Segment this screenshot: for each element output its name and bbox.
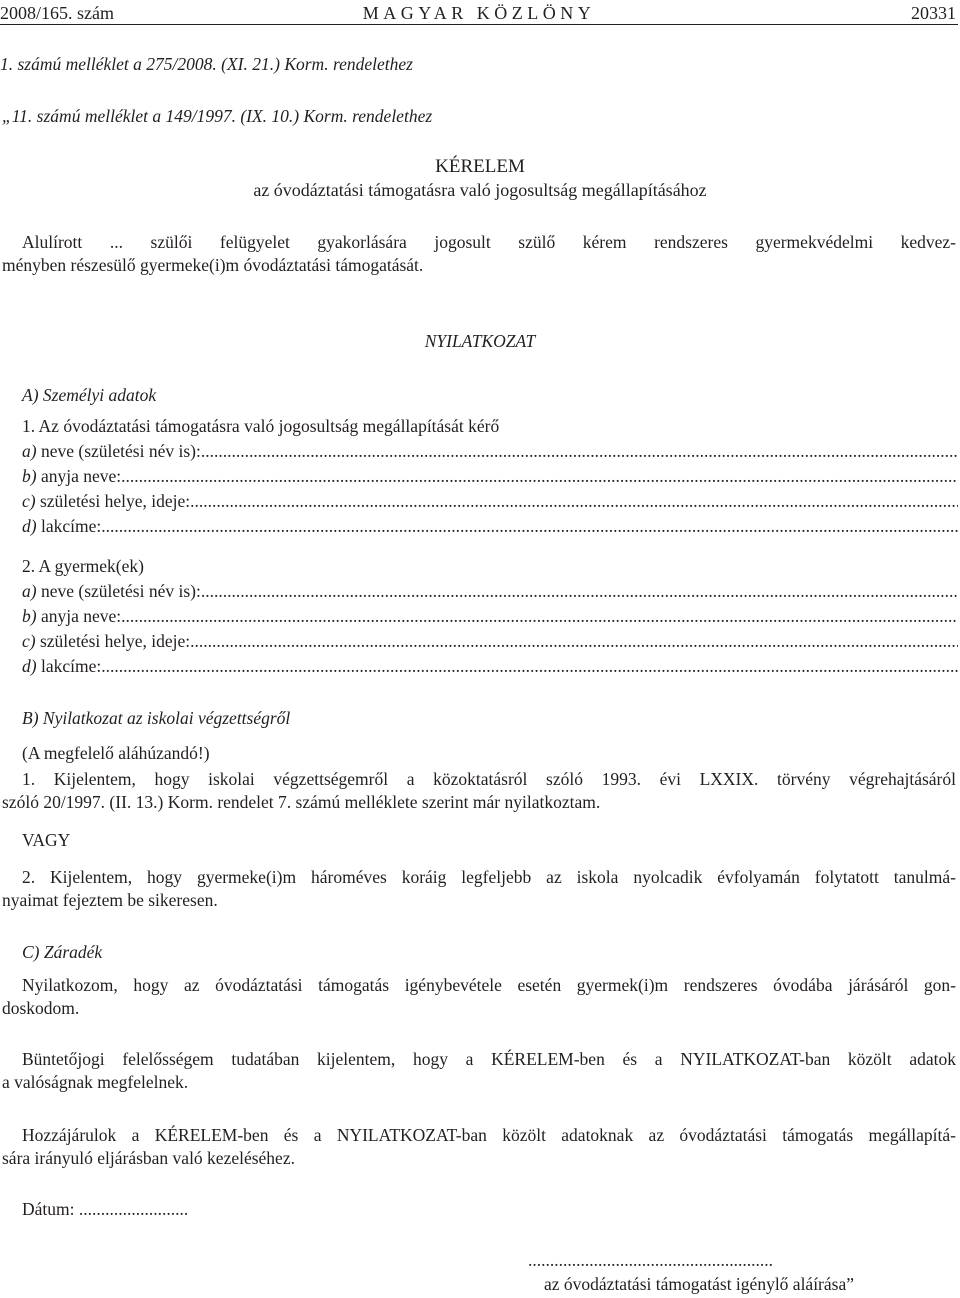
- annex-reference: 1. számú melléklet a 275/2008. (XI. 21.) Korm. rendelethez: [0, 54, 413, 74]
- declaration-title: NYILATKOZAT: [424, 331, 536, 351]
- child-name-field[interactable]: a) neve (születési név is): .....: [22, 580, 958, 602]
- applicant-birth-field[interactable]: c) születési helye, ideje: .....: [22, 490, 958, 512]
- clause-p2-line-1: Büntetőjogi felelősségem tudatában kijelentem, hogy a KÉRELEM-ben és a NYILATKOZAT-ban közölt adatok: [22, 1049, 956, 1069]
- child-birth-field[interactable]: c) születési helye, ideje: .....: [22, 630, 958, 652]
- child-address-field[interactable]: d) lakcíme: .....: [22, 655, 958, 677]
- document-title: KÉRELEM: [435, 156, 525, 177]
- applicant-name-field[interactable]: a) neve (születési név is): .....: [22, 440, 958, 462]
- education-option-2-line-2[interactable]: nyaimat fejeztem be sikeresen.: [2, 890, 218, 910]
- clause-p2-line-2: a valóságnak megfelelnek.: [2, 1072, 189, 1092]
- education-option-1-line-1[interactable]: 1. Kijelentem, hogy iskolai végzettségemről a közoktatásról szóló 1993. évi LXXIX. törvény végrehajtásáról: [22, 769, 956, 789]
- clause-p3-line-2: sára irányuló eljárásban való kezeléséhez.: [2, 1148, 295, 1168]
- document-subtitle: az óvodáztatási támogatásra való jogosultság megállapításához: [253, 180, 707, 200]
- section-a-item1-title: 1. Az óvodáztatási támogatásra való jogosultság megállapítását kérő: [22, 416, 500, 436]
- or-separator: VAGY: [22, 830, 71, 850]
- education-option-1-line-2[interactable]: szóló 20/1997. (II. 13.) Korm. rendelet 7. számú melléklete szerint már nyilatkoztam.: [2, 792, 601, 812]
- journal-name: MAGYAR KÖZLÖNY: [362, 3, 596, 23]
- child-mother-name-field[interactable]: b) anyja neve: .....: [22, 605, 958, 627]
- clause-p1-line-2: doskodom.: [2, 998, 80, 1018]
- clause-p3-line-1: Hozzájárulok a KÉRELEM-ben és a NYILATKOZAT-ban közölt adatoknak az óvodáztatási támogatás megállapítá-: [22, 1125, 956, 1145]
- applicant-address-field[interactable]: d) lakcíme: .....: [22, 515, 958, 537]
- section-c-title: C) Záradék: [22, 942, 103, 962]
- clause-p1-line-1: Nyilatkozom, hogy az óvodáztatási támogatás igénybevétele esetén gyermek(i)m rendszeres óvodába járásáról gon-: [22, 975, 956, 995]
- section-a-title: A) Személyi adatok: [22, 385, 157, 405]
- section-b-title: B) Nyilatkozat az iskolai végzettségről: [22, 708, 291, 728]
- request-line-1: Alulírott ... szülői felügyelet gyakorlására jogosult szülő kérem rendszeres gyermekvédelmi kedvez-: [22, 232, 956, 252]
- annex-reference-original: „11. számú melléklet a 149/1997. (IX. 10.) Korm. rendelethez: [2, 106, 433, 126]
- education-option-2-line-1[interactable]: 2. Kijelentem, hogy gyermeke(i)m hároméves koráig legfeljebb az iskola nyolcadik évfolyamán folytatott tanulmá-: [22, 867, 956, 887]
- issue-number: 2008/165. szám: [0, 3, 114, 23]
- signature-label: az óvodáztatási támogatást igénylő aláírása”: [544, 1274, 855, 1294]
- applicant-mother-name-field[interactable]: b) anyja neve: .....: [22, 465, 958, 487]
- request-line-2: ményben részesülő gyermeke(i)m óvodáztatási támogatását.: [2, 255, 424, 275]
- date-field[interactable]: Dátum: .........................: [22, 1199, 189, 1219]
- signature-line[interactable]: ........................................................: [528, 1250, 773, 1270]
- section-a-item2-title: 2. A gyermek(ek): [22, 556, 144, 576]
- running-header: [0, 2, 958, 25]
- page-number: 20331: [911, 3, 956, 23]
- section-b-note: (A megfelelő aláhúzandó!): [22, 743, 210, 763]
